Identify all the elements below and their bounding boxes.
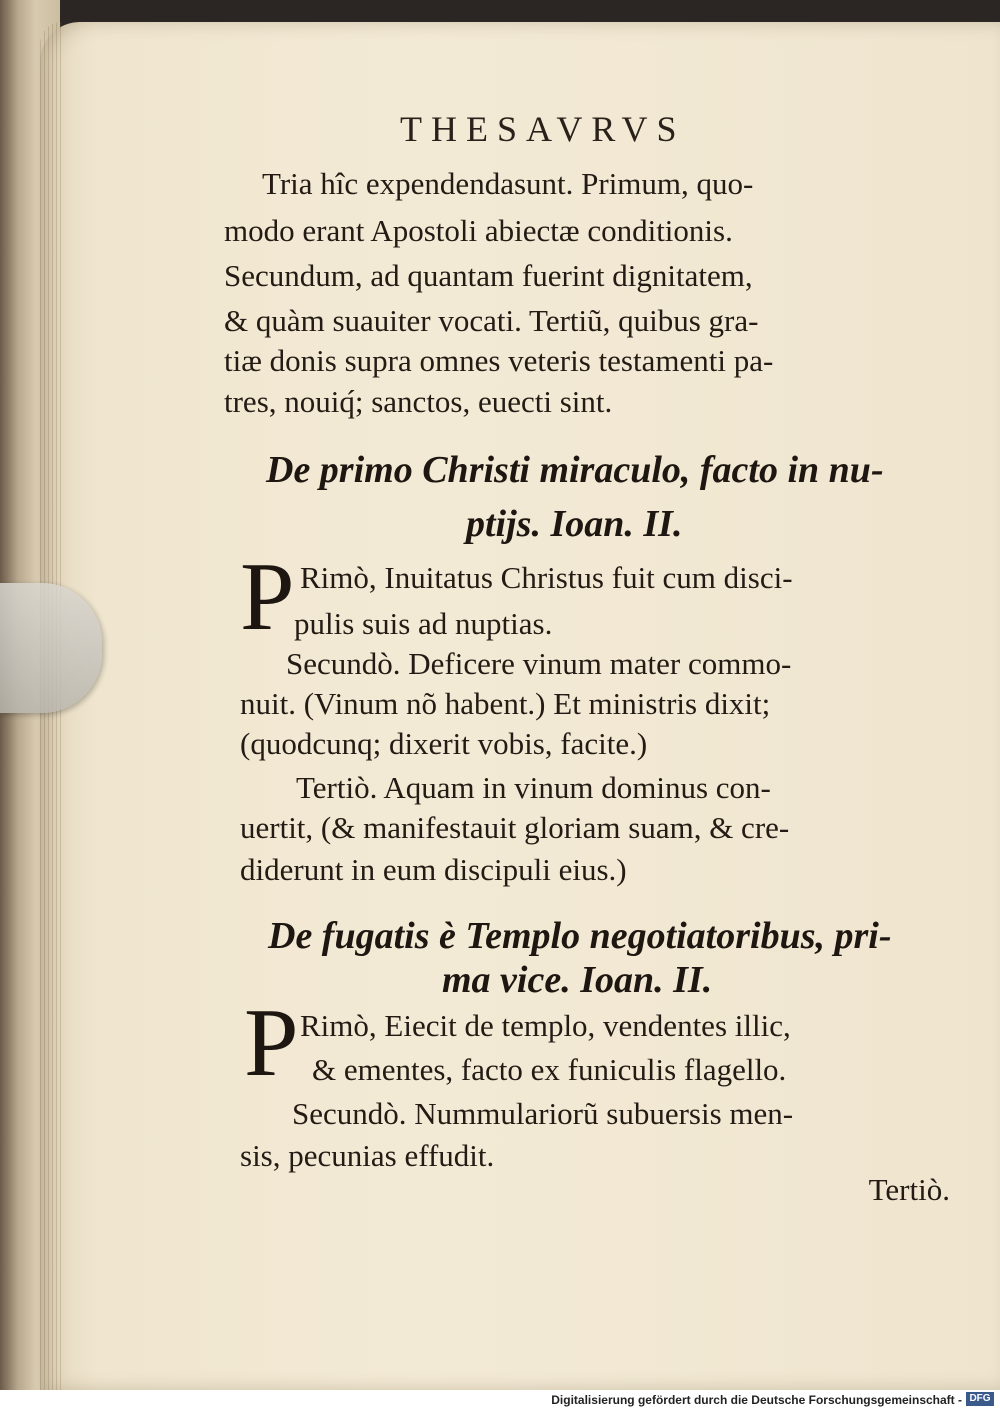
- section-heading: De fugatis è Templo negotiatoribus, pri-: [268, 915, 892, 957]
- drop-cap: P: [244, 989, 299, 1097]
- running-head: THESAVRVS: [400, 109, 686, 149]
- section-heading: ptijs. Ioan. II.: [466, 503, 683, 545]
- funding-credit: Digitalisierung gefördert durch die Deutsche Forschungsgemeinschaft -: [551, 1393, 962, 1407]
- text-line: Tria hîc expendendasunt. Primum, quo-: [262, 166, 754, 201]
- text-line: & quàm suauiter vocati. Tertiũ, quibus gra-: [224, 303, 759, 338]
- catchword: Tertiò.: [868, 1172, 950, 1207]
- text-line: Secundum, ad quantam fuerint dignitatem,: [224, 258, 753, 293]
- dfg-logo: DFG: [966, 1392, 994, 1406]
- text-line: pulis suis ad nuptias.: [294, 606, 553, 641]
- text-line: Secundò. Nummulariorũ subuersis men-: [292, 1096, 794, 1131]
- text-line: & ementes, facto ex funiculis flagello.: [312, 1052, 787, 1087]
- text-line: tres, nouiq́; sanctos, euecti sint.: [224, 384, 613, 419]
- section-heading: ma vice. Ioan. II.: [442, 959, 713, 1001]
- text-line: uertit, (& manifestauit gloriam suam, & cre-: [240, 810, 790, 845]
- text-line: Rimò, Inuitatus Christus fuit cum disci-: [300, 560, 793, 595]
- text-line: tiæ donis supra omnes veteris testamenti pa-: [224, 343, 774, 378]
- text-line: Tertiò. Aquam in vinum dominus con-: [296, 770, 771, 805]
- text-line: diderunt in eum discipuli eius.): [240, 852, 627, 887]
- text-line: (quodcunq; dixerit vobis, facite.): [240, 726, 648, 761]
- drop-cap: P: [240, 543, 295, 651]
- section-heading: De primo Christi miraculo, facto in nu-: [266, 449, 884, 491]
- text-line: nuit. (Vinum nõ habent.) Et ministris dixit;: [240, 686, 771, 721]
- text-line: modo erant Apostoli abiectæ conditionis.: [224, 213, 733, 248]
- text-line: Rimò, Eiecit de templo, vendentes illic,: [300, 1008, 791, 1043]
- text-line: sis, pecunias effudit.: [240, 1138, 495, 1173]
- text-line: Secundò. Deficere vinum mater commo-: [286, 646, 792, 681]
